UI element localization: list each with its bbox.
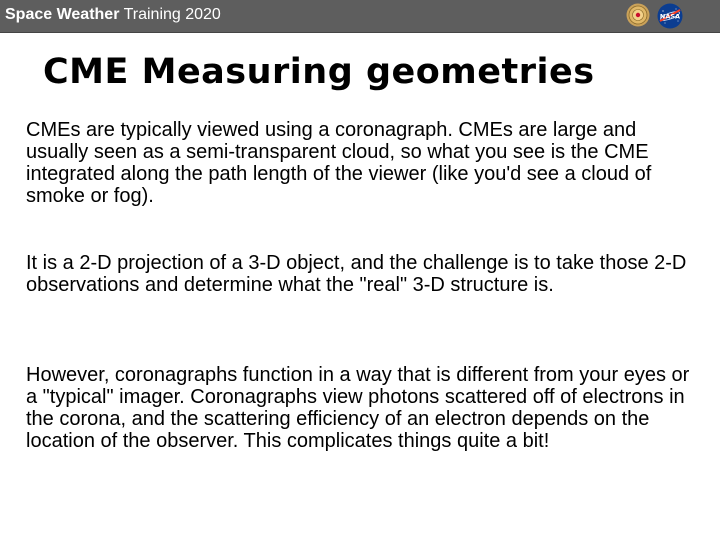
header-title bbox=[5, 6, 221, 24]
nasa-meatball-logo-icon bbox=[657, 3, 683, 29]
slide-title: CME Measuring geometries bbox=[43, 52, 595, 92]
header-title-rest: Training 2020 bbox=[119, 6, 221, 23]
paragraph-coronagraph-viewing: CMEs are typically viewed using a coronagraph. CMEs are large and usually seen as a semi-transparent cloud, so what you see is the CME integrated along the path length of the viewer (like you'd see a cloud of smoke or fog). bbox=[26, 119, 652, 207]
svg-text:NASA: NASA bbox=[659, 12, 681, 21]
paragraph-2d-projection: It is a 2-D projection of a 3-D object, and the challenge is to take those 2-D observations and determine what the "real" 3-D structure is. bbox=[26, 252, 687, 296]
paragraph-scattering: However, coronagraphs function in a way that is different from your eyes or a "typical" imager. Coronagraphs view photons scattered off of electrons in the corona, and the scattering efficiency of an electron depends on the location of the observer. This complicates things quite a bit! bbox=[26, 364, 690, 452]
sun-seal-logo-icon bbox=[626, 3, 650, 27]
header-bar bbox=[0, 0, 720, 33]
header-title-bold: Space Weather bbox=[5, 6, 120, 23]
